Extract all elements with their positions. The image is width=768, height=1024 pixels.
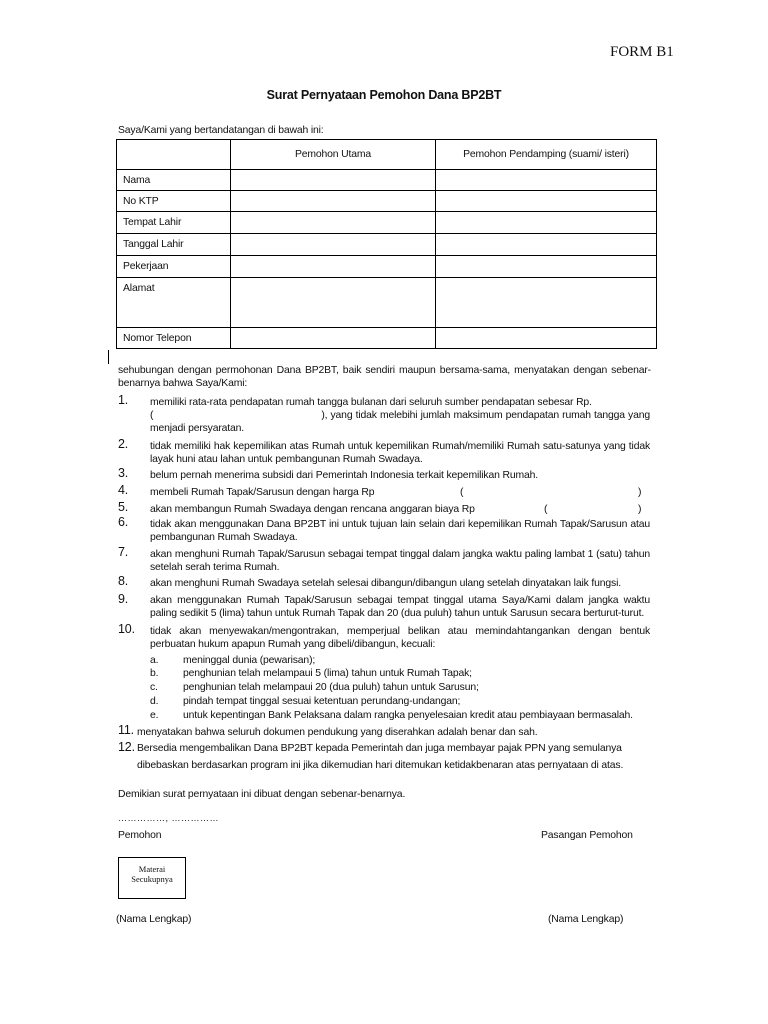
signer-label-pasangan: Pasangan Pemohon xyxy=(541,830,633,841)
list-item: menyatakan bahwa seluruh dokumen pendukung yang diserahkan adalah benar dan sah. xyxy=(137,727,538,738)
header-pemohon-pendamping: Pemohon Pendamping (suami/ isteri) xyxy=(436,140,657,170)
item-number: 8. xyxy=(118,574,129,588)
list-item xyxy=(150,503,650,516)
list-item: akan menghuni Rumah Tapak/Sarusun sebagai tempat tinggal dalam jangka waktu paling lambat 1 (satu) tahun setelah serah terima Rumah. xyxy=(150,549,650,573)
table-row xyxy=(117,256,657,278)
signer-label-pemohon: Pemohon xyxy=(118,830,162,841)
input-cell-utama[interactable] xyxy=(231,234,436,256)
row-label: Nama xyxy=(117,170,231,191)
sub-item-letter: b. xyxy=(150,668,159,679)
input-cell-pendamping[interactable] xyxy=(436,256,657,278)
close-paren: ) xyxy=(638,487,642,498)
stamp-line-2: Secukupnya xyxy=(131,874,173,884)
row-label: Alamat xyxy=(117,278,231,328)
input-cell-utama[interactable] xyxy=(231,212,436,234)
materai-stamp-box xyxy=(118,857,186,899)
place-date-line[interactable]: ……………, …………… xyxy=(118,813,220,823)
sub-item-letter: c. xyxy=(150,682,158,693)
item-text-continued: ), yang tidak melebihi jumlah maksimum pendapatan rumah tangga yang menjadi persyaratan. xyxy=(150,410,650,434)
item-number: 12. xyxy=(118,740,135,754)
item-number: 2. xyxy=(118,437,129,451)
input-cell-pendamping[interactable] xyxy=(436,170,657,191)
input-cell-utama[interactable] xyxy=(231,328,436,349)
row-label: Tanggal Lahir xyxy=(117,234,231,256)
input-cell-pendamping[interactable] xyxy=(436,212,657,234)
list-item: tidak memiliki hak kepemilikan atas Rumah untuk kepemilikan Rumah/memiliki Rumah satu-satunya yang tidak layak huni atau lahan untuk pembangunan Rumah Swadaya. xyxy=(150,441,650,465)
header-pemohon-utama: Pemohon Utama xyxy=(231,140,436,170)
text-cursor xyxy=(108,350,109,364)
list-item xyxy=(150,396,650,435)
table-row xyxy=(117,191,657,212)
input-cell-pendamping[interactable] xyxy=(436,234,657,256)
item-number: 3. xyxy=(118,466,129,480)
sub-item-text: penghunian telah melampaui 5 (lima) tahun untuk Rumah Tapak; xyxy=(183,668,472,679)
input-cell-utama[interactable] xyxy=(231,278,436,328)
item-number: 7. xyxy=(118,545,129,559)
document-title: Surat Pernyataan Pemohon Dana BP2BT xyxy=(266,88,502,102)
list-item: tidak akan menggunakan Dana BP2BT ini untuk tujuan lain selain dari kepemilikan Rumah Tapak/Sarusun atau pembangunan Rumah Swadaya. xyxy=(150,519,650,543)
closing-text: Demikian surat pernyataan ini dibuat dengan sebenar-benarnya. xyxy=(118,789,406,800)
open-paren: ( xyxy=(150,410,154,421)
item-number: 6. xyxy=(118,515,129,529)
item-number: 4. xyxy=(118,483,129,497)
name-placeholder-left: (Nama Lengkap) xyxy=(116,914,192,925)
name-placeholder-right: (Nama Lengkap) xyxy=(548,914,624,925)
list-item: tidak akan menyewakan/mengontrakan, memperjual belikan atau memindahtangankan dengan bentuk perbuatan hukum apapun Rumah yang dibeli/dibangun, kecuali: xyxy=(150,626,650,650)
input-cell-utama[interactable] xyxy=(231,170,436,191)
list-item: Bersedia mengembalikan Dana BP2BT kepada Pemerintah dan juga membayar pajak PPN yang semulanya xyxy=(137,743,622,754)
row-label: No KTP xyxy=(117,191,231,212)
list-item-continued: dibebaskan berdasarkan program ini jika dikemudian hari ditemukan ketidakbenaran atas pernyataan di atas. xyxy=(137,760,624,771)
list-item: belum pernah menerima subsidi dari Pemerintah Indonesia terkait kepemilikan Rumah. xyxy=(150,470,538,481)
sub-item-letter: e. xyxy=(150,710,159,721)
open-paren: ( xyxy=(544,504,548,515)
intro-text: Saya/Kami yang bertandatangan di bawah ini: xyxy=(118,125,324,136)
table-row xyxy=(117,212,657,234)
row-label: Nomor Telepon xyxy=(117,328,231,349)
input-cell-utama[interactable] xyxy=(231,191,436,212)
input-cell-pendamping[interactable] xyxy=(436,278,657,328)
applicant-table xyxy=(116,139,657,349)
open-paren: ( xyxy=(460,487,464,498)
sub-item-text: untuk kepentingan Bank Pelaksana dalam rangka penyelesaian kredit atau pembiayaan bermasalah. xyxy=(183,710,633,721)
sub-item-text: penghunian telah melampaui 20 (dua puluh) tahun untuk Sarusun; xyxy=(183,682,479,693)
stamp-line-1: Materai xyxy=(138,864,166,874)
item-text: memiliki rata-rata pendapatan rumah tangga bulanan dari seluruh sumber pendapatan sebesar Rp. xyxy=(150,397,592,408)
item-text: membeli Rumah Tapak/Sarusun dengan harga Rp xyxy=(150,487,375,498)
form-code: FORM B1 xyxy=(610,44,674,60)
budget-fill-field[interactable] xyxy=(552,503,638,515)
item-number: 1. xyxy=(118,393,129,407)
sub-item-letter: a. xyxy=(150,655,159,666)
sub-item-letter: d. xyxy=(150,696,159,707)
sub-item-text: meninggal dunia (pewarisan); xyxy=(183,655,316,666)
table-row xyxy=(117,170,657,191)
list-item: akan menggunakan Rumah Tapak/Sarusun sebagai tempat tinggal utama Saya/Kami dalam jangka waktu paling sedikit 5 (lima) tahun untuk Rumah Tapak dan 20 (dua puluh) tahun untuk Sarusun secara berturut-turut. xyxy=(150,595,650,619)
price-fill-field[interactable] xyxy=(468,486,638,498)
input-cell-pendamping[interactable] xyxy=(436,191,657,212)
list-item: akan menghuni Rumah Swadaya setelah selesai dibangun/dibangun ulang setelah dinyatakan laik fungsi. xyxy=(150,578,621,589)
input-cell-pendamping[interactable] xyxy=(436,328,657,349)
table-row xyxy=(117,234,657,256)
statement-paragraph: sehubungan dengan permohonan Dana BP2BT, baik sendiri maupun bersama-sama, menyatakan dengan sebenar-benarnya bahwa Saya/Kami: xyxy=(118,365,651,389)
table-header-row xyxy=(117,140,657,170)
item-number: 9. xyxy=(118,592,129,606)
item-number: 11. xyxy=(118,723,134,737)
row-label: Pekerjaan xyxy=(117,256,231,278)
input-cell-utama[interactable] xyxy=(231,256,436,278)
table-row xyxy=(117,278,657,328)
list-item xyxy=(150,486,650,499)
table-header-empty xyxy=(117,140,231,170)
row-label: Tempat Lahir xyxy=(117,212,231,234)
item-text: akan membangun Rumah Swadaya dengan rencana anggaran biaya Rp xyxy=(150,504,475,515)
item-number: 5. xyxy=(118,500,129,514)
sub-item-text: pindah tempat tinggal sesuai ketentuan perundang-undangan; xyxy=(183,696,461,707)
table-row xyxy=(117,328,657,349)
item-number: 10. xyxy=(118,622,135,636)
close-paren: ) xyxy=(638,504,642,515)
